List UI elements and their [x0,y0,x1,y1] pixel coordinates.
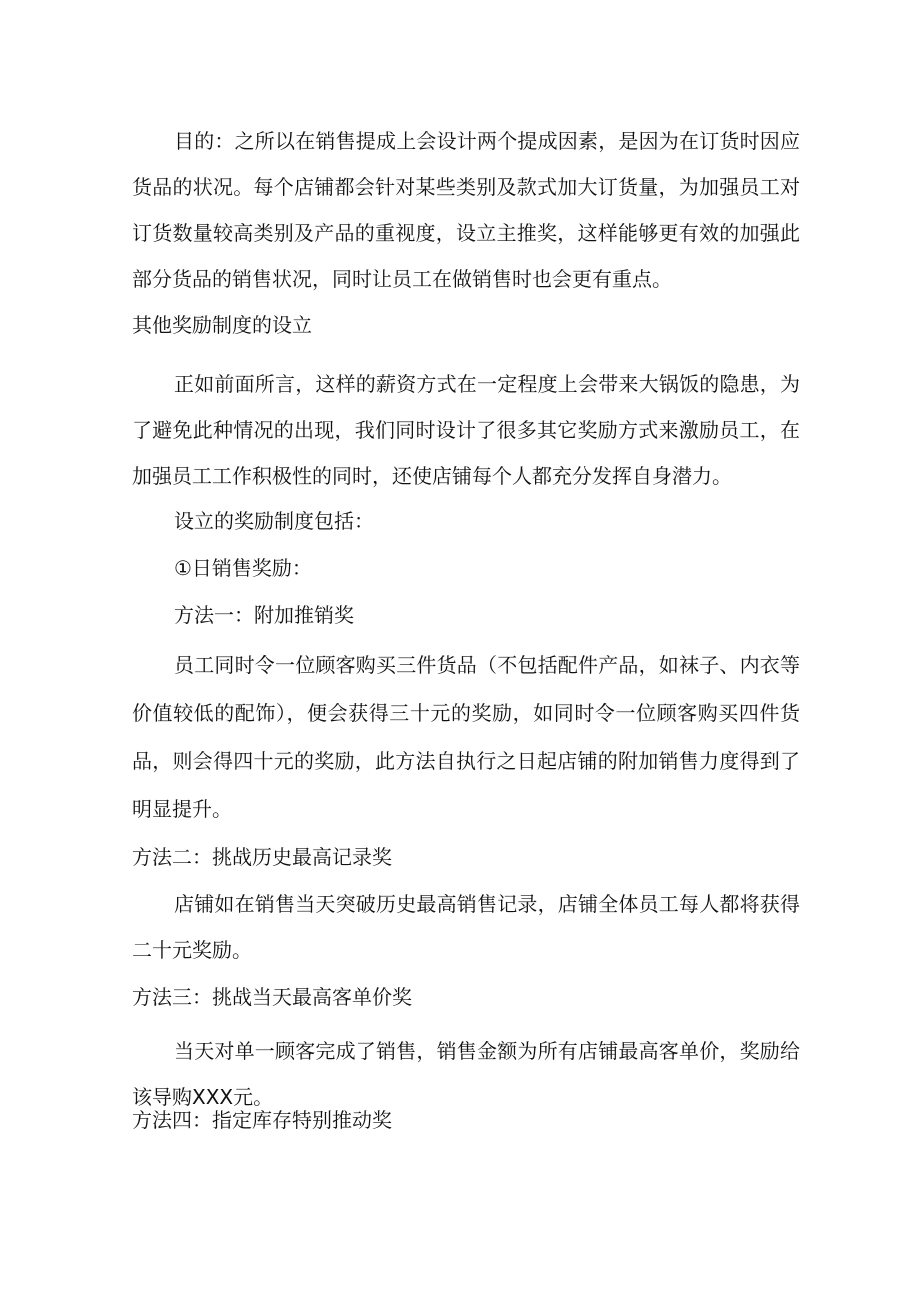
paragraph-method-three: 当天对单一顾客完成了销售，销售金额为所有店铺最高客单价，奖励给该导购XXX元。 [132,1039,800,1109]
paragraph-purpose: 目的：之所以在销售提成上会设计两个提成因素，是因为在订货时因应货品的状况。每个店铺都会针对某些类别及款式加大订货量，为加强员工对订货数量较高类别及产品的重视度，设立主推奖，这样能够更有效的加强此部分货品的销售状况，同时让员工在做销售时也会更有重点。 [132,129,800,291]
paragraph-method-one: 员工同时令一位顾客购买三件货品（不包括配件产品，如袜子、内衣等价值较低的配饰），便会获得三十元的奖励，如同时令一位顾客购买四件货品，则会得四十元的奖励，此方法自执行之日起店铺的附加销售力度得到了明显提升。 [132,653,800,821]
heading-daily-sales-reward: ①日销售奖励： [174,556,312,580]
heading-method-two: 方法二：挑战历史最高记录奖 [132,845,392,869]
heading-method-three: 方法三：挑战当天最高客单价奖 [132,985,412,1009]
heading-method-one: 方法一：附加推销奖 [174,603,354,627]
paragraph-method-two: 店铺如在销售当天突破历史最高销售记录，店铺全体员工每人都将获得二十元奖励。 [132,892,800,962]
paragraph-rewards-include: 设立的奖励制度包括： [174,509,374,533]
heading-other-rewards: 其他奖励制度的设立 [132,313,312,337]
heading-method-four: 方法四：指定库存特别推动奖 [132,1108,392,1132]
paragraph-intro: 正如前面所言，这样的薪资方式在一定程度上会带来大锅饭的隐患，为了避免此种情况的出现，我们同时设计了很多其它奖励方式来激励员工，在加强员工工作积极性的同时，还使店铺每个人都充分发挥自身潜力。 [132,372,800,488]
